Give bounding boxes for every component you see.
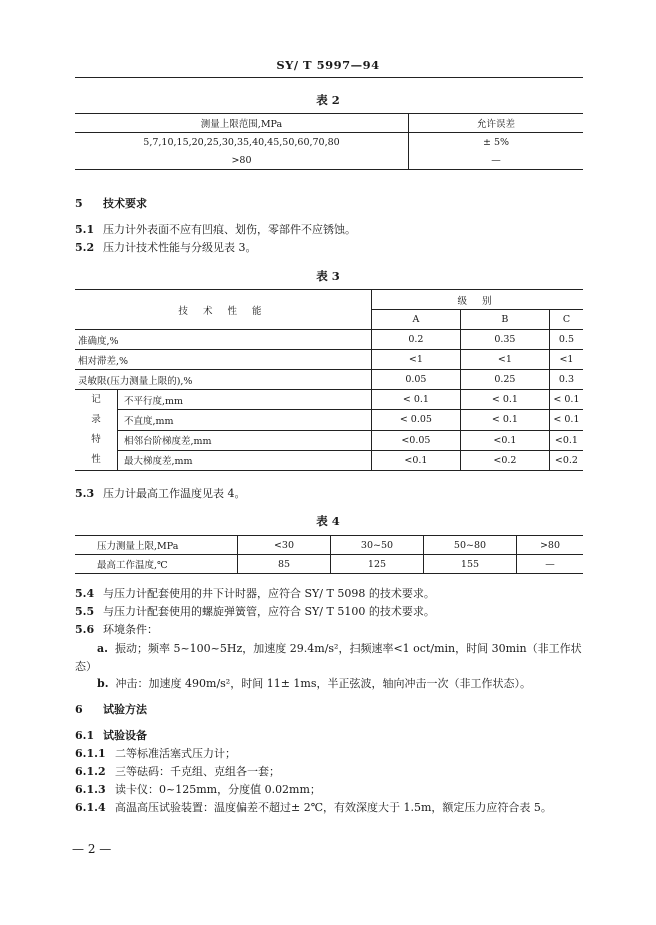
clause-text: 压力计技术性能与分级见表 3。 [103,241,257,254]
clause-number: 6.1 [75,729,95,742]
table-cell: <0.2 [460,450,549,470]
table-row [75,350,583,370]
paragraph-6-1-1 [75,746,236,761]
table-2 [75,113,583,170]
row-label: 灵敏限(压力测量上限的),% [75,370,371,390]
table-cell: <1 [371,350,460,370]
record-characteristics-label [75,390,118,471]
table-cell: <0.2 [549,450,583,470]
clause-number: 5.6 [75,623,95,636]
clause-number: 5.1 [75,223,95,236]
table-cell: <0.1 [549,430,583,450]
table-row [75,555,583,574]
paragraph-5-6-a [75,640,585,676]
clause-text: 压力计最高工作温度见表 4。 [103,487,246,500]
table-cell: < 0.1 [460,390,549,410]
table-cell: 0.5 [549,330,583,350]
table3-header-grade: 级 别 [371,290,583,310]
clause-number: 5.3 [75,487,95,500]
table-cell: 155 [424,555,517,574]
table-row [75,410,583,430]
table-cell: 0.2 [371,330,460,350]
table-cell: <30 [238,536,331,555]
paragraph-5-2 [75,240,257,255]
paragraph-6-1-4 [75,800,552,815]
table-cell: <0.1 [460,430,549,450]
paragraph-5-1 [75,222,356,237]
table-cell: >80 [517,536,584,555]
table-row [75,290,583,310]
table-cell: 5,7,10,15,20,25,30,35,40,45,50,60,70,80 [75,133,409,152]
row-label: 相对滞差,% [75,350,371,370]
paragraph-5-6 [75,622,158,637]
table-cell: <1 [460,350,549,370]
clause-text: 与压力计配套使用的螺旋弹簧管，应符合 SY/ T 5100 的技术要求。 [103,605,435,618]
table-cell: <0.05 [371,430,460,450]
table-cell: < 0.1 [549,410,583,430]
group-char: 特 [91,434,101,445]
table-4 [75,535,583,574]
table-cell: < 0.1 [460,410,549,430]
group-char: 记 [91,394,101,405]
paragraph-5-5 [75,604,435,619]
table-cell: ± 5% [482,136,510,148]
table-cell: 0.05 [371,370,460,390]
header-rule [75,77,583,78]
paragraph-5-4 [75,586,435,601]
table-cell: 125 [331,555,424,574]
table4-caption: 表 4 [316,514,340,528]
row-label: 准确度,% [75,330,371,350]
section-title: 技术要求 [103,197,147,210]
table3-caption: 表 3 [316,269,340,283]
table-cell: < 0.05 [371,410,460,430]
group-char: 录 [91,414,101,425]
table-row [75,430,583,450]
clause-number: 6.1.1 [75,747,106,760]
table-cell: >80 [75,151,409,170]
table-row [75,151,583,170]
grade-a: A [371,310,460,330]
clause-number: 5.2 [75,241,95,254]
table-cell: 0.3 [549,370,583,390]
table-row [75,390,583,410]
table-cell: < 0.1 [549,390,583,410]
page-header: SY/ T 5997—94 [276,58,380,72]
item-label: b. [97,677,109,690]
table-3 [75,289,583,471]
group-char: 性 [91,454,101,465]
clause-text: 高温高压试验装置：温度偏差不超过± 2℃，有效深度大于 1.5m，额定压力应符合表 5。 [115,801,552,814]
clause-text: 压力计外表面不应有凹痕、划伤，零部件不应锈蚀。 [103,223,356,236]
row-label: 最大梯度差,mm [118,450,372,470]
table-row [75,114,583,133]
table-cell: 85 [238,555,331,574]
table-cell: <1 [549,350,583,370]
paragraph-6-1-3 [75,782,321,797]
clause-text: 读卡仪：0~125mm，分度值 0.02mm； [115,783,321,796]
clause-number: 5.4 [75,587,95,600]
clause-number: 6.1.2 [75,765,106,778]
row-label: 压力测量上限,MPa [75,536,238,555]
item-text: 振动；频率 5~100~5Hz，加速度 29.4m/s²，扫频速率<1 oct/min，时间 30min（非工作状态） [75,642,582,673]
row-label: 最高工作温度,℃ [75,555,238,574]
grade-c: C [549,310,583,330]
paragraph-5-3 [75,486,246,501]
section-number: 6 [75,703,83,716]
table3-header-tech: 技 术 性 能 [75,290,371,330]
clause-text: 三等砝码：千克组、克组各一套； [115,765,280,778]
item-text: 冲击：加速度 490m/s²，时间 11± 1ms，半正弦波，轴向冲击一次（非工作状态）。 [115,677,531,690]
table-row [75,133,583,152]
section-number: 5 [75,197,83,210]
table-cell: 50~80 [424,536,517,555]
table-cell: 0.35 [460,330,549,350]
clause-text: 试验设备 [103,729,147,742]
table-row [75,536,583,555]
table-cell: — [409,151,584,170]
row-label: 不直度,mm [118,410,372,430]
table-row [75,330,583,350]
item-label: a. [97,642,108,655]
table2-header-error: 允许误差 [409,114,584,133]
row-label: 不平行度,mm [118,390,372,410]
clause-number: 6.1.3 [75,783,106,796]
table-cell: — [517,555,584,574]
row-label: 相邻台阶梯度差,mm [118,430,372,450]
paragraph-5-6-b [75,676,531,691]
table-cell: 0.25 [460,370,549,390]
table-row [75,450,583,470]
section-5-heading [75,196,147,211]
table-cell: <0.1 [371,450,460,470]
paragraph-6-1 [75,728,147,743]
paragraph-6-1-2 [75,764,280,779]
clause-text: 二等标准活塞式压力计； [115,747,236,760]
clause-text: 环境条件： [103,623,158,636]
table-row [75,370,583,390]
clause-number: 5.5 [75,605,95,618]
table2-caption: 表 2 [316,93,340,107]
grade-b: B [460,310,549,330]
clause-number: 6.1.4 [75,801,106,814]
table-cell: 30~50 [331,536,424,555]
section-title: 试验方法 [103,703,147,716]
section-6-heading [75,702,147,717]
table2-header-range: 测量上限范围,MPa [75,114,409,133]
page-number: — 2 — [72,842,112,856]
table-cell: < 0.1 [371,390,460,410]
clause-text: 与压力计配套使用的井下计时器，应符合 SY/ T 5098 的技术要求。 [103,587,435,600]
